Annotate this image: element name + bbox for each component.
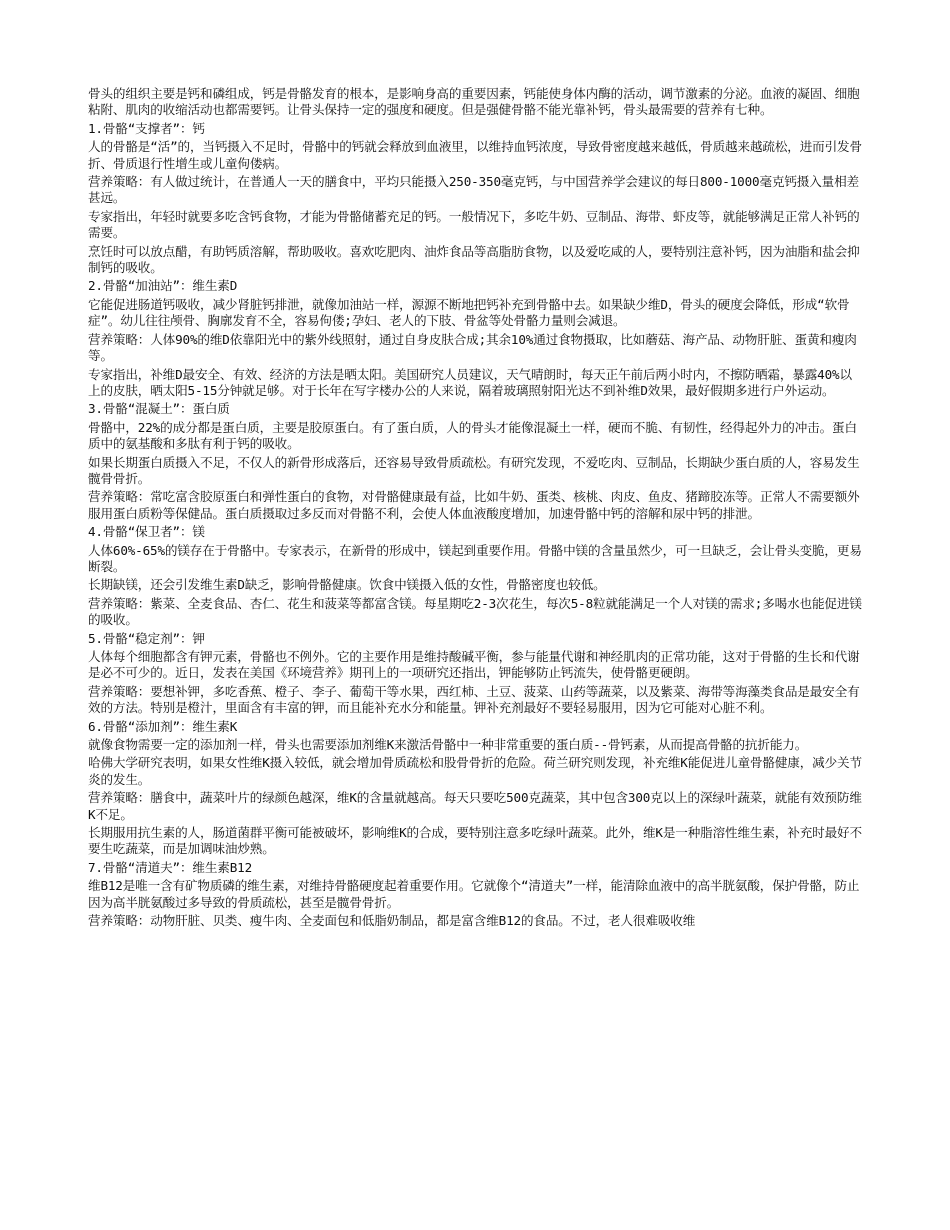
paragraph: 营养策略：膳食中，蔬菜叶片的绿颜色越深，维K的含量就越高。每天只要吃500克蔬菜，其中包含300克以上的深绿叶蔬菜，就能有效预防维K不足。 <box>88 790 862 822</box>
paragraph: 如果长期蛋白质摄入不足，不仅人的新骨形成落后，还容易导致骨质疏松。有研究发现，不爱吃肉、豆制品，长期缺少蛋白质的人，容易发生髋骨骨折。 <box>88 454 860 486</box>
paragraph: 营养策略：紫菜、全麦食品、杏仁、花生和菠菜等都富含镁。每星期吃2-3次花生，每次5-8粒就能满足一个人对镁的需求;多喝水也能促进镁的吸收。 <box>88 595 862 628</box>
paragraph: 营养策略：常吃富含胶原蛋白和弹性蛋白的食物，对骨骼健康最有益，比如牛奶、蛋类、核桃、肉皮、鱼皮、猪蹄胶冻等。正常人不需要额外服用蛋白质粉等保健品。蛋白质摄取过多反而对骨骼不利，会使人体血液酸度增加，加速骨骼中钙的溶解和尿中钙的排泄。 <box>88 489 860 521</box>
section-heading-magnesium: 4.骨骼“保卫者”：镁 <box>88 524 205 540</box>
document-body <box>88 86 864 932</box>
paragraph: 人的骨骼是“活”的，当钙摄入不足时，骨骼中的钙就会释放到血液里，以维持血钙浓度，导致骨密度越来越低，骨质越来越疏松，进而引发骨折、骨质退行性增生或儿童佝偻病。 <box>88 139 862 171</box>
paragraph: 人体60%-65%的镁存在于骨骼中。专家表示，在新骨的形成中，镁起到重要作用。骨骼中镁的含量虽然少，可一旦缺乏，会让骨头变脆，更易断裂。 <box>88 542 862 574</box>
paragraph: 它能促进肠道钙吸收，减少肾脏钙排泄，就像加油站一样，源源不断地把钙补充到骨骼中去。如果缺少维D，骨头的硬度会降低，形成“软骨症”。幼儿往往颅骨、胸廓发育不全，容易佝偻;孕妇、老人的下肢、骨盆等处骨骼力量则会减退。 <box>88 296 850 329</box>
paragraph: 骨骼中，22%的成分都是蛋白质，主要是胶原蛋白。有了蛋白质，人的骨头才能像混凝土一样，硬而不脆、有韧性，经得起外力的冲击。蛋白质中的氨基酸和多肽有利于钙的吸收。 <box>88 419 857 452</box>
paragraph: 营养策略：要想补钾，多吃香蕉、橙子、李子、葡萄干等水果，西红柿、土豆、菠菜、山药等蔬菜，以及紫菜、海带等海藻类食品是最安全有效的方法。特别是橙汁，里面含有丰富的钾，而且能补充水分和能量。钾补充剂最好不要轻易服用，因为它可能对心脏不利。 <box>88 683 860 716</box>
paragraph: 人体每个细胞都含有钾元素，骨骼也不例外。它的主要作用是维持酸碱平衡，参与能量代谢和神经肌肉的正常功能，这对于骨骼的生长和代谢是必不可少的。近日，发表在美国《环境营养》期刊上的一项研究还指出，钾能够防止钙流失，使骨骼更硬朗。 <box>88 649 860 681</box>
paragraph: 专家指出，年轻时就要多吃含钙食物，才能为骨骼储蓄充足的钙。一般情况下，多吃牛奶、豆制品、海带、虾皮等，就能够满足正常人补钙的需要。 <box>88 208 860 241</box>
paragraph: 就像食物需要一定的添加剂一样，骨头也需要添加剂维K来激活骨骼中一种非常重要的蛋白质--骨钙素，从而提高骨骼的抗折能力。 <box>88 737 808 753</box>
paragraph: 营养策略：有人做过统计，在普通人一天的膳食中，平均只能摄入250-350毫克钙，与中国营养学会建议的每日800-1000毫克钙摄入量相差甚远。 <box>88 174 860 206</box>
section-heading-vitamin-b12: 7.骨骼“清道夫”：维生素B12 <box>88 859 253 875</box>
paragraph: 长期服用抗生素的人，肠道菌群平衡可能被破坏，影响维K的合成，要特别注意多吃绿叶蔬菜。此外，维K是一种脂溶性维生素，补充时最好不要生吃蔬菜，而是加调味油炒熟。 <box>88 825 862 857</box>
intro-paragraph: 骨头的组织主要是钙和磷组成，钙是骨骼发育的根本，是影响身高的重要因素，钙能使身体内酶的活动，调节激素的分泌。血液的凝固、细胞粘附、肌肉的收缩活动也都需要钙。让骨头保持一定的强度和硬度。但是强健骨骼不能光靠补钙，骨头最需要的营养有七种。 <box>88 86 860 118</box>
section-heading-protein: 3.骨骼“混凝土”：蛋白质 <box>88 401 230 417</box>
paragraph: 长期缺镁，还会引发维生素D缺乏，影响骨骼健康。饮食中镁摄入低的女性，骨骼密度也较低。 <box>88 577 606 593</box>
paragraph: 烹饪时可以放点醋，有助钙质溶解，帮助吸收。喜欢吃肥肉、油炸食品等高脂肪食物，以及爱吃咸的人，要特别注意补钙，因为油脂和盐会抑制钙的吸收。 <box>88 243 860 276</box>
section-heading-vitamin-d: 2.骨骼“加油站”：维生素D <box>88 278 238 294</box>
paragraph: 维B12是唯一含有矿物质磷的维生素，对维持骨骼硬度起着重要作用。它就像个“清道夫”一样，能清除血液中的高半胱氨酸，保护骨骼，防止因为高半胱氨酸过多导致的骨质疏松，甚至是髋骨骨折。 <box>88 878 860 910</box>
section-heading-vitamin-k: 6.骨骼“添加剂”：维生素K <box>88 718 238 734</box>
paragraph: 哈佛大学研究表明，如果女性维K摄入较低，就会增加骨质疏松和股骨骨折的危险。荷兰研究则发现，补充维K能促进儿童骨骼健康，减少关节炎的发生。 <box>88 755 862 787</box>
paragraph: 营养策略：动物肝脏、贝类、瘦牛肉、全麦面包和低脂奶制品，都是富含维B12的食品。不过，老人很难吸收维 <box>88 913 696 929</box>
paragraph: 营养策略：人体90%的维D依靠阳光中的紫外线照射，通过自身皮肤合成;其余10%通过食物摄取，比如蘑菇、海产品、动物肝脏、蛋黄和瘦肉等。 <box>88 331 857 364</box>
section-heading-potassium: 5.骨骼“稳定剂”：钾 <box>88 630 205 646</box>
paragraph: 专家指出，补维D最安全、有效、经济的方法是晒太阳。美国研究人员建议，天气晴朗时，每天正午前后两小时内，不擦防晒霜，暴露40%以上的皮肤，晒太阳5-15分钟就足够。对于长年在写字楼办公的人来说，隔着玻璃照射阳光达不到补维D效果，最好假期多进行户外运动。 <box>88 366 852 398</box>
section-heading-calcium: 1.骨骼“支撑者”：钙 <box>88 120 205 136</box>
